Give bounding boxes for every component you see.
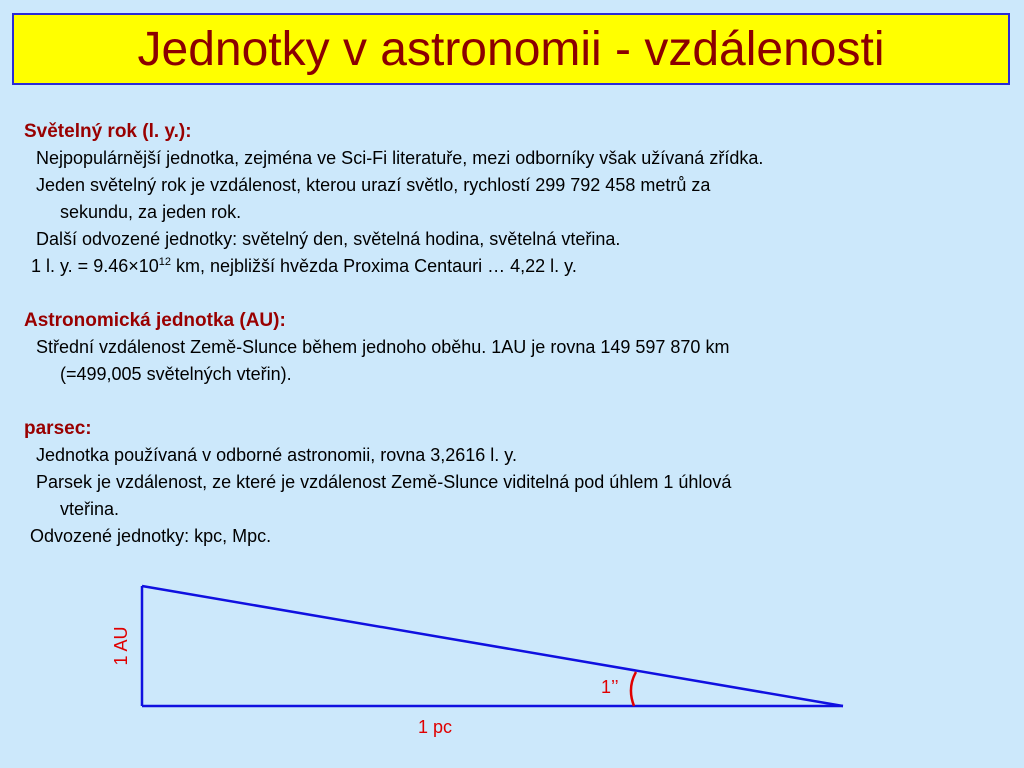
ly-value-prefix: 1 l. y. = 9.46×10 — [31, 256, 159, 276]
label-1-pc: 1 pc — [417, 717, 453, 737]
label-angle: 1’’ — [601, 677, 619, 697]
page-title: Jednotky v astronomii - vzdálenosti — [137, 22, 885, 76]
diagram-hypotenuse-line — [142, 586, 843, 706]
au-heading: Astronomická jednotka (AU): — [24, 310, 286, 331]
light-year-text-1: Nejpopulárnější jednotka, zejména ve Sci-Fi literatuře, mezi odborníky však užívaná zřídka. — [36, 148, 764, 168]
light-year-text-2a: Jeden světelný rok je vzdálenost, kterou urazí světlo, rychlostí 299 792 458 metrů za — [36, 175, 711, 195]
parsec-text-2b: vteřina. — [60, 499, 120, 519]
au-text-1a: Střední vzdálenost Země-Slunce během jednoho oběhu. 1AU je rovna 149 597 870 km — [36, 337, 730, 357]
light-year-text-2b: sekundu, za jeden rok. — [60, 202, 242, 222]
au-text-1b: (=499,005 světelných vteřin). — [60, 364, 292, 384]
parsec-text-2a: Parsek je vzdálenost, ze které je vzdálenost Země-Slunce viditelná pod úhlem 1 úhlová — [36, 472, 732, 492]
ly-exponent: 12 — [158, 256, 172, 268]
angle-arc — [631, 672, 636, 706]
ly-value-suffix: km, nejbližší hvězda Proxima Centauri … 4,22 l. y. — [171, 256, 577, 276]
light-year-text-3: Další odvozené jednotky: světelný den, světelná hodina, světelná vteřina. — [36, 229, 621, 249]
light-year-heading: Světelný rok (l. y.): — [24, 121, 192, 142]
label-1-au: 1 AU — [111, 626, 131, 666]
parsec-text-3: Odvozené jednotky: kpc, Mpc. — [30, 526, 272, 546]
parsec-heading: parsec: — [24, 418, 92, 439]
parsec-text-1: Jednotka používaná v odborné astronomii, rovna 3,2616 l. y. — [36, 445, 517, 465]
